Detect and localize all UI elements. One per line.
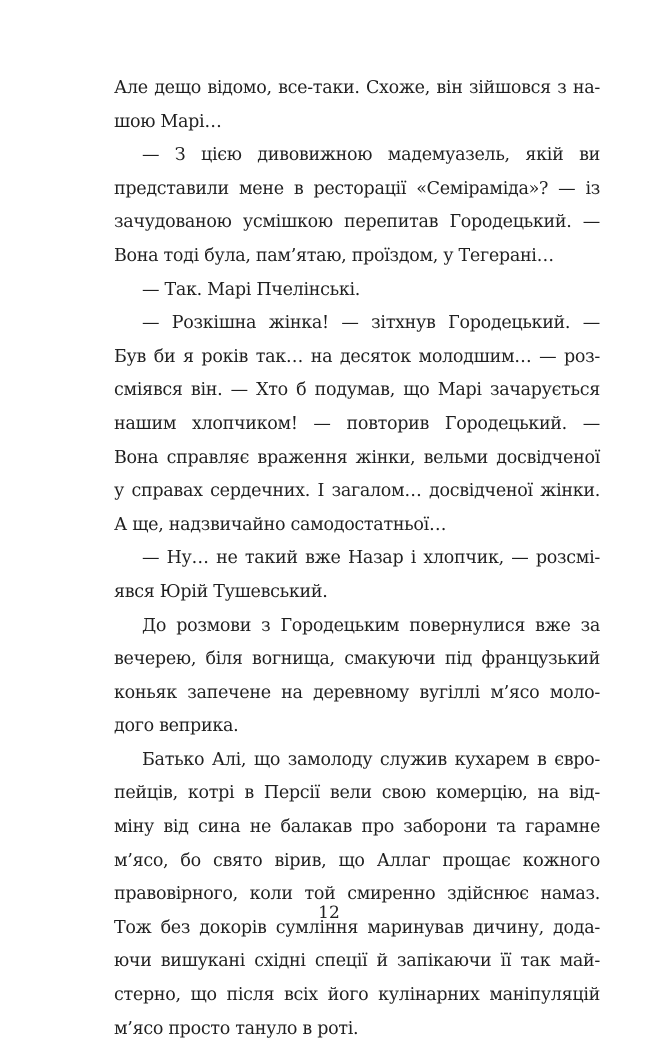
text-line: Вона тоді була, пам’ятаю, проїздом, у Тегерані… (114, 245, 554, 266)
text-line: міну від сина не балакав про заборони та гарамне (114, 817, 600, 838)
paragraph (114, 72, 600, 139)
text-line: ючи вишукані східні спеції й запікаючи її так май- (114, 951, 600, 972)
text-line: стерно, що після всіх його кулінарних маніпуляцій (114, 985, 600, 1006)
text-line: вечерею, біля вогнища, смакуючи під французький (114, 649, 600, 670)
text-line: — Ну… не такий вже Назар і хлопчик, — розсмі- (142, 548, 600, 569)
text-line: Але дещо відомо, все-таки. Схоже, він зійшовся з на- (114, 78, 600, 98)
text-line: явся Юрій Тушевський. (114, 581, 328, 602)
text-line: сміявся він. — Хто б подумав, що Марі зачарується (114, 380, 600, 401)
paragraph (114, 542, 600, 609)
page-number: 12 (318, 903, 340, 923)
text-line: м’ясо просто тануло в роті. (114, 1018, 359, 1039)
text-line: Батько Алі, що замолоду служив кухарем в євро- (142, 749, 600, 770)
text-line: Був би я років так… на десяток молодшим… — роз- (114, 346, 600, 367)
text-line: у справах сердечних. І загалом… досвідченої жінки. (114, 481, 600, 502)
text-line: шою Марі… (114, 111, 222, 132)
text-line: нашим хлопчиком! — повторив Городецький. — (114, 413, 600, 434)
text-line: Вона справляє враження жінки, вельми досвідченої (114, 447, 600, 468)
text-line: До розмови з Городецьким повернулися вже за (142, 615, 600, 636)
text-line: — З цією дивовижною мадемуазель, якій ви (142, 145, 600, 166)
paragraph (114, 610, 600, 744)
text-line: пейців, котрі в Персії вели свою комерцію, на від- (114, 783, 600, 804)
text-line: Тож без докорів сумління маринував дичину, дода- (114, 917, 600, 938)
paragraph (114, 307, 600, 542)
paragraph (114, 139, 600, 273)
paragraph (114, 274, 600, 308)
text-line: правовірного, коли той смиренно здійснює намаз. (114, 884, 600, 905)
text-line: м’ясо, бо свято вірив, що Аллаг прощає кожного (114, 850, 600, 871)
text-line: — Розкішна жінка! — зітхнув Городецький. — (142, 313, 600, 334)
text-line: дого веприка. (114, 716, 239, 737)
body-text (114, 72, 600, 1046)
text-line: — Так. Марі Пчелінські. (142, 279, 361, 300)
paragraph (114, 744, 600, 1046)
text-line: А ще, надзвичайно самодостатньої… (114, 514, 447, 535)
text-line: представили мене в ресторації «Семіраміда»? — із (114, 178, 600, 199)
text-line: зачудованою усмішкою перепитав Городецький. — (114, 212, 600, 233)
text-line: коньяк запечене на деревному вугіллі м’ясо моло- (114, 682, 600, 703)
